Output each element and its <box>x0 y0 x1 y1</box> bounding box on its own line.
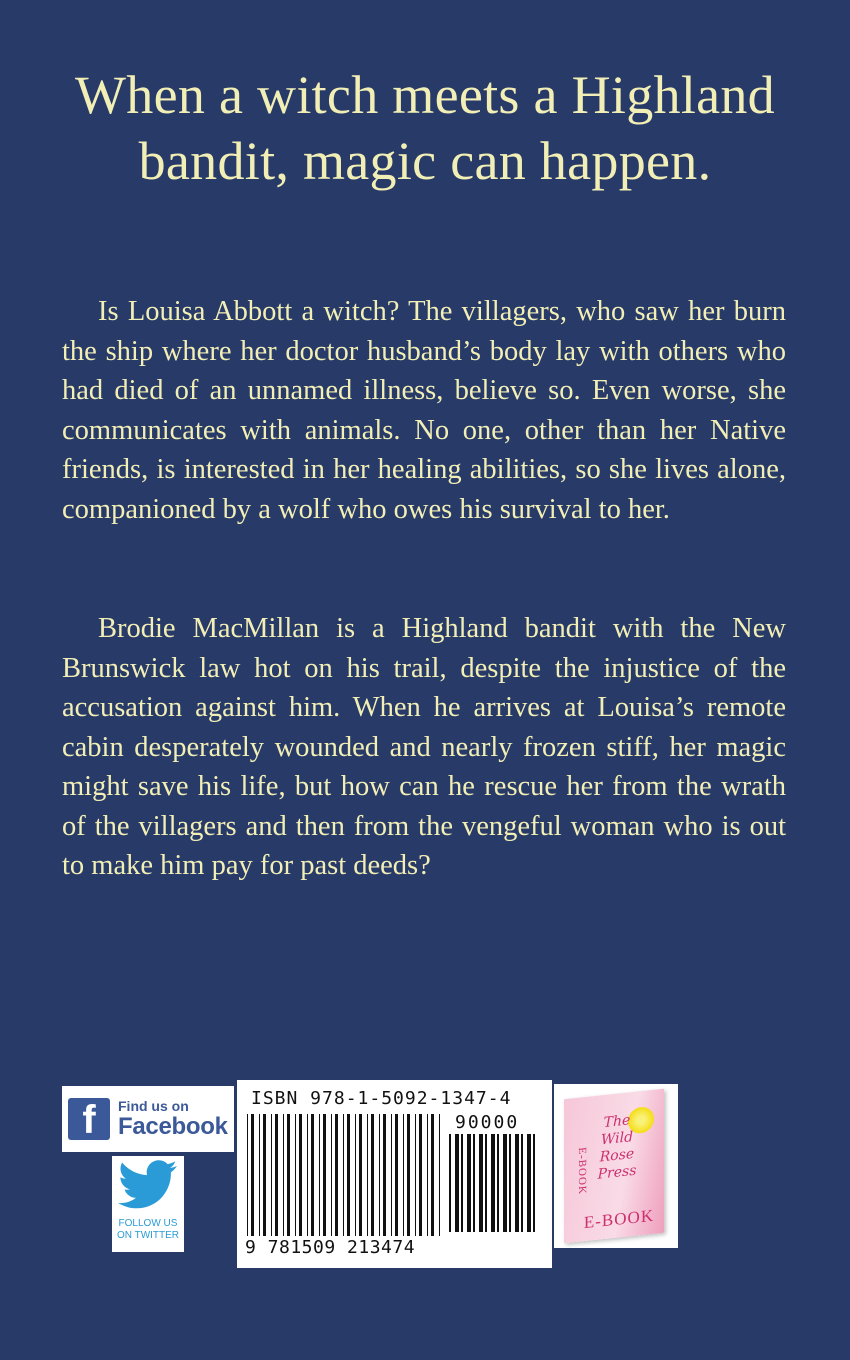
barcode-bar <box>271 1114 272 1236</box>
publisher-name-line-4: Press <box>597 1162 637 1183</box>
barcode-bar <box>323 1114 326 1236</box>
blurb-paragraph-2: Brodie MacMillan is a Highland bandit with the New Brunswick law hot on his trail, despite the injustice of the accusation against him. When he arrives at Louisa’s remote cabin desperately wounded and nearly frozen stiff, her magic might save his life, but how can he rescue her from the wrath of the villagers and then from the vengeful woman who is out to make him pay for past deeds? <box>62 613 786 881</box>
publisher-name-line-3: Rose <box>599 1145 635 1166</box>
barcode-bar <box>533 1134 535 1232</box>
facebook-label <box>118 1098 228 1140</box>
barcode-bar <box>431 1114 434 1236</box>
barcode-bar <box>497 1134 499 1232</box>
publisher-name-line-2: Wild <box>600 1128 634 1149</box>
barcode-addon-bars <box>449 1134 541 1232</box>
twitter-label-line-1: FOLLOW US <box>118 1218 178 1229</box>
barcode-bar <box>419 1114 422 1236</box>
barcode-bar <box>395 1114 398 1236</box>
barcode-bar <box>371 1114 374 1236</box>
barcode-bar <box>319 1114 320 1236</box>
barcode-bar <box>415 1114 416 1236</box>
barcode-bar <box>527 1134 531 1232</box>
barcode-bar <box>295 1114 296 1236</box>
barcode-bar <box>367 1114 368 1236</box>
barcode-bar <box>307 1114 308 1236</box>
barcode-bar <box>283 1114 284 1236</box>
barcode-bar <box>275 1114 278 1236</box>
twitter-label <box>112 1218 184 1242</box>
barcode-bar <box>515 1134 519 1232</box>
barcode-bar <box>427 1114 428 1236</box>
publisher-format-label: E-BOOK <box>583 1205 655 1233</box>
barcode-bar <box>503 1134 507 1232</box>
twitter-label-line-2: ON TWITTER <box>116 1230 180 1241</box>
barcode-bar <box>449 1134 451 1232</box>
facebook-icon: f <box>68 1098 110 1140</box>
barcode-bar <box>479 1134 483 1232</box>
barcode-bar <box>379 1114 380 1236</box>
publisher-name-line-1: The <box>603 1112 631 1132</box>
barcode-main-bars <box>247 1114 443 1236</box>
barcode-bar <box>335 1114 338 1236</box>
barcode-bar <box>263 1114 266 1236</box>
barcode-bar <box>287 1114 290 1236</box>
barcode-bar <box>359 1114 362 1236</box>
publisher-spine-label: E-BOOK <box>576 1146 588 1196</box>
barcode-bar <box>299 1114 302 1236</box>
barcode-bar <box>509 1134 511 1232</box>
tagline-line-1: When a witch meets a Highland <box>75 65 775 125</box>
barcode-bar <box>331 1114 332 1236</box>
publisher-logo <box>554 1084 678 1248</box>
barcode-bar <box>407 1114 410 1236</box>
blurb-paragraph-1: Is Louisa Abbott a witch? The villagers, who saw her burn the ship where her doctor husband’s body lay with others who had died of an unnamed illness, believe so. Even worse, she communicates with animals. No one, other than her Native friends, is interested in her healing abilities, so she lives alone, companioned by a wolf who owes his survival to her. <box>62 296 786 525</box>
barcode-bar <box>455 1134 459 1232</box>
barcode-bar <box>403 1114 404 1236</box>
facebook-label-line-2: Facebook <box>118 1113 228 1140</box>
barcode-bar <box>259 1114 260 1236</box>
publisher-book-icon <box>564 1089 664 1244</box>
barcode-bar <box>347 1114 350 1236</box>
tagline <box>0 62 850 194</box>
barcode-bar <box>247 1114 248 1236</box>
barcode-bar <box>521 1134 523 1232</box>
isbn-number: ISBN 978-1-5092-1347-4 <box>251 1088 512 1109</box>
publisher-name <box>582 1110 652 1185</box>
barcode-bar <box>491 1134 495 1232</box>
tagline-line-2: bandit, magic can happen. <box>138 131 712 191</box>
barcode-bar <box>343 1114 344 1236</box>
ean-number: 9 781509 213474 <box>245 1237 416 1258</box>
twitter-badge[interactable] <box>112 1156 184 1252</box>
barcode-bar <box>467 1134 471 1232</box>
barcode-bar <box>355 1114 356 1236</box>
twitter-bird-icon <box>117 1160 179 1212</box>
barcode-bar <box>391 1114 392 1236</box>
barcode-bar <box>439 1114 440 1236</box>
price-addon-code: 90000 <box>455 1112 520 1133</box>
barcode-bar <box>485 1134 487 1232</box>
barcode-bar <box>473 1134 475 1232</box>
barcode-bar <box>311 1114 314 1236</box>
isbn-barcode <box>237 1080 552 1268</box>
facebook-badge[interactable] <box>62 1086 234 1152</box>
barcode-bar <box>251 1114 254 1236</box>
barcode-bar <box>461 1134 463 1232</box>
barcode-bar <box>383 1114 386 1236</box>
facebook-label-line-1: Find us on <box>118 1098 189 1114</box>
